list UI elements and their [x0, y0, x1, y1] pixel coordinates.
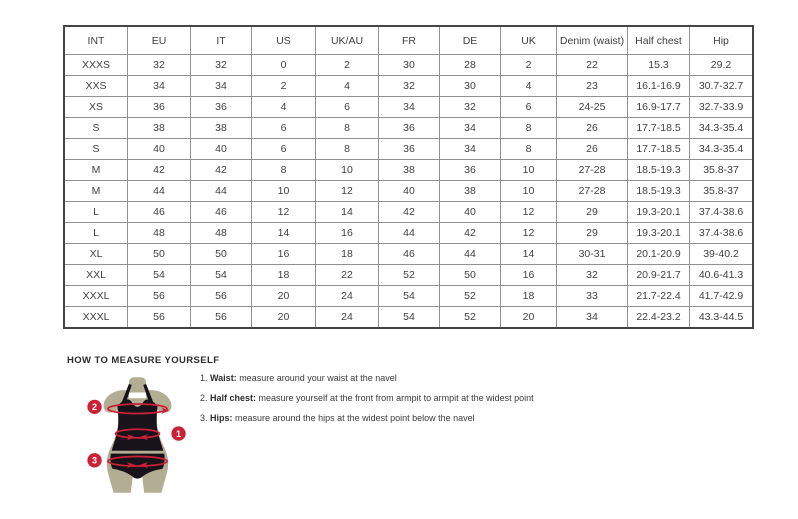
- column-header: INT: [64, 26, 128, 55]
- table-cell: 30-31: [557, 244, 628, 265]
- table-cell: XXXL: [64, 286, 128, 307]
- table-row: [64, 181, 753, 202]
- table-cell: 36: [128, 97, 191, 118]
- column-header: Denim (waist): [557, 26, 628, 55]
- table-cell: 10: [316, 160, 379, 181]
- table-cell: 19.3-20.1: [628, 202, 690, 223]
- table-cell: 46: [379, 244, 440, 265]
- table-cell: 40: [440, 202, 501, 223]
- table-cell: 42: [128, 160, 191, 181]
- measure-instructions: [200, 374, 534, 434]
- table-cell: 50: [440, 265, 501, 286]
- table-cell: 16: [501, 265, 557, 286]
- table-cell: 54: [379, 286, 440, 307]
- size-chart-header: [64, 26, 753, 55]
- table-cell: 4: [316, 76, 379, 97]
- table-cell: 52: [440, 286, 501, 307]
- table-cell: 14: [501, 244, 557, 265]
- column-header: US: [252, 26, 316, 55]
- table-cell: XXL: [64, 265, 128, 286]
- table-cell: 18.5-19.3: [628, 181, 690, 202]
- table-cell: 56: [191, 286, 252, 307]
- table-cell: 27-28: [557, 160, 628, 181]
- column-header: EU: [128, 26, 191, 55]
- table-cell: 24: [316, 307, 379, 329]
- table-cell: 6: [501, 97, 557, 118]
- table-row: [64, 286, 753, 307]
- table-cell: 38: [379, 160, 440, 181]
- table-cell: 52: [440, 307, 501, 329]
- table-cell: 42: [191, 160, 252, 181]
- table-cell: 14: [316, 202, 379, 223]
- table-row: [64, 139, 753, 160]
- table-cell: 41.7-42.9: [690, 286, 754, 307]
- table-cell: 32: [128, 55, 191, 76]
- table-cell: 56: [128, 307, 191, 329]
- table-row: [64, 223, 753, 244]
- table-cell: 44: [191, 181, 252, 202]
- table-cell: 20: [252, 286, 316, 307]
- table-row: [64, 202, 753, 223]
- table-cell: 12: [252, 202, 316, 223]
- table-cell: 56: [128, 286, 191, 307]
- table-cell: 16.1-16.9: [628, 76, 690, 97]
- table-cell: 18: [501, 286, 557, 307]
- table-cell: S: [64, 139, 128, 160]
- table-cell: 36: [191, 97, 252, 118]
- table-cell: 21.7-22.4: [628, 286, 690, 307]
- table-cell: 44: [440, 244, 501, 265]
- measure-instruction: [200, 414, 534, 424]
- size-chart-body: [64, 55, 753, 329]
- table-cell: 34: [191, 76, 252, 97]
- table-cell: 27-28: [557, 181, 628, 202]
- measurement-figure: [85, 377, 190, 499]
- table-cell: 2: [501, 55, 557, 76]
- table-cell: 16: [316, 223, 379, 244]
- table-cell: 20.9-21.7: [628, 265, 690, 286]
- column-header: FR: [379, 26, 440, 55]
- column-header: IT: [191, 26, 252, 55]
- table-cell: 36: [440, 160, 501, 181]
- table-cell: 42: [440, 223, 501, 244]
- table-cell: 10: [252, 181, 316, 202]
- table-cell: 35.8-37: [690, 181, 754, 202]
- table-cell: 8: [252, 160, 316, 181]
- table-cell: 16.9-17.7: [628, 97, 690, 118]
- table-cell: 30.7-32.7: [690, 76, 754, 97]
- instruction-label: Waist:: [210, 373, 237, 383]
- measure-heading: HOW TO MEASURE YOURSELF: [67, 355, 220, 366]
- table-cell: 32.7-33.9: [690, 97, 754, 118]
- table-cell: XXXS: [64, 55, 128, 76]
- table-cell: 8: [501, 139, 557, 160]
- table-cell: 2: [316, 55, 379, 76]
- table-cell: 34: [128, 76, 191, 97]
- instruction-number: 2.: [200, 392, 211, 403]
- table-cell: 6: [252, 118, 316, 139]
- table-cell: 8: [501, 118, 557, 139]
- table-cell: 6: [316, 97, 379, 118]
- table-cell: 19.3-20.1: [628, 223, 690, 244]
- measure-instruction: [200, 394, 534, 404]
- table-cell: 42: [379, 202, 440, 223]
- table-cell: 34: [557, 307, 628, 329]
- badge-chest-number: 2: [92, 402, 98, 413]
- table-cell: 56: [191, 307, 252, 329]
- table-cell: 54: [191, 265, 252, 286]
- table-cell: 17.7-18.5: [628, 118, 690, 139]
- table-cell: 50: [128, 244, 191, 265]
- badge-chest: [87, 400, 101, 414]
- table-cell: 20: [252, 307, 316, 329]
- table-cell: 36: [379, 139, 440, 160]
- table-cell: 20.1-20.9: [628, 244, 690, 265]
- table-cell: 40: [379, 181, 440, 202]
- table-cell: 8: [316, 118, 379, 139]
- badge-waist: [171, 426, 185, 440]
- table-cell: 12: [501, 202, 557, 223]
- table-cell: 46: [128, 202, 191, 223]
- table-cell: 46: [191, 202, 252, 223]
- instruction-number: 1.: [200, 373, 211, 383]
- table-cell: 8: [316, 139, 379, 160]
- size-chart-table: [63, 25, 754, 329]
- table-cell: 0: [252, 55, 316, 76]
- badge-waist-number: 1: [176, 428, 182, 439]
- table-cell: 12: [501, 223, 557, 244]
- measure-section: [67, 355, 798, 499]
- table-cell: 38: [191, 118, 252, 139]
- table-cell: XS: [64, 97, 128, 118]
- table-cell: 35.8-37: [690, 160, 754, 181]
- table-cell: 4: [252, 97, 316, 118]
- table-cell: 48: [128, 223, 191, 244]
- table-cell: 15.3: [628, 55, 690, 76]
- instruction-text: measure around your waist at the navel: [236, 373, 397, 383]
- table-cell: 34.3-35.4: [690, 118, 754, 139]
- table-cell: XL: [64, 244, 128, 265]
- table-cell: L: [64, 223, 128, 244]
- table-cell: 30: [379, 55, 440, 76]
- table-cell: 52: [379, 265, 440, 286]
- table-row: [64, 307, 753, 329]
- table-cell: 26: [557, 118, 628, 139]
- table-cell: XXS: [64, 76, 128, 97]
- table-cell: S: [64, 118, 128, 139]
- table-cell: 32: [440, 97, 501, 118]
- table-cell: 43.3-44.5: [690, 307, 754, 329]
- table-cell: 34.3-35.4: [690, 139, 754, 160]
- table-cell: 32: [557, 265, 628, 286]
- table-cell: M: [64, 160, 128, 181]
- table-cell: 29: [557, 223, 628, 244]
- table-cell: 54: [379, 307, 440, 329]
- table-cell: 37.4-38.6: [690, 223, 754, 244]
- table-cell: 20: [501, 307, 557, 329]
- table-cell: 37.4-38.6: [690, 202, 754, 223]
- table-cell: 30: [440, 76, 501, 97]
- table-row: [64, 76, 753, 97]
- table-row: [64, 55, 753, 76]
- header-row: [64, 26, 753, 55]
- table-cell: 34: [440, 139, 501, 160]
- table-row: [64, 265, 753, 286]
- instruction-label: Hips:: [210, 412, 233, 423]
- table-cell: 32: [191, 55, 252, 76]
- table-cell: 10: [501, 160, 557, 181]
- column-header: DE: [440, 26, 501, 55]
- table-cell: 32: [379, 76, 440, 97]
- table-cell: 18: [252, 265, 316, 286]
- table-cell: 33: [557, 286, 628, 307]
- table-cell: 18: [316, 244, 379, 265]
- table-cell: M: [64, 181, 128, 202]
- table-cell: 50: [191, 244, 252, 265]
- column-header: Half chest: [628, 26, 690, 55]
- table-cell: 14: [252, 223, 316, 244]
- column-header: UK: [501, 26, 557, 55]
- table-cell: 24: [316, 286, 379, 307]
- table-cell: 29: [557, 202, 628, 223]
- table-cell: 34: [379, 97, 440, 118]
- table-cell: 44: [379, 223, 440, 244]
- table-cell: 22: [316, 265, 379, 286]
- table-cell: L: [64, 202, 128, 223]
- table-cell: 16: [252, 244, 316, 265]
- table-cell: 24-25: [557, 97, 628, 118]
- measure-instruction: [200, 374, 534, 384]
- table-cell: 38: [440, 181, 501, 202]
- mannequin-illustration: [85, 377, 190, 494]
- table-row: [64, 244, 753, 265]
- table-cell: 10: [501, 181, 557, 202]
- table-cell: 48: [191, 223, 252, 244]
- badge-hips-number: 3: [92, 455, 98, 466]
- table-cell: 40.6-41.3: [690, 265, 754, 286]
- table-cell: 28: [440, 55, 501, 76]
- table-cell: 29.2: [690, 55, 754, 76]
- table-cell: 26: [557, 139, 628, 160]
- table-cell: 6: [252, 139, 316, 160]
- instruction-label: Half chest:: [210, 392, 257, 403]
- table-cell: XXXL: [64, 307, 128, 329]
- table-cell: 40: [128, 139, 191, 160]
- instruction-text: measure yourself at the front from armpit to armpit at the widest point: [256, 392, 534, 403]
- table-cell: 44: [128, 181, 191, 202]
- table-cell: 36: [379, 118, 440, 139]
- table-cell: 39-40.2: [690, 244, 754, 265]
- table-cell: 12: [316, 181, 379, 202]
- table-row: [64, 97, 753, 118]
- table-cell: 34: [440, 118, 501, 139]
- table-cell: 4: [501, 76, 557, 97]
- table-cell: 18.5-19.3: [628, 160, 690, 181]
- table-cell: 22: [557, 55, 628, 76]
- table-cell: 38: [128, 118, 191, 139]
- table-cell: 17.7-18.5: [628, 139, 690, 160]
- table-cell: 40: [191, 139, 252, 160]
- instruction-text: measure around the hips at the widest point below the navel: [232, 412, 475, 423]
- table-row: [64, 160, 753, 181]
- table-row: [64, 118, 753, 139]
- table-cell: 22.4-23.2: [628, 307, 690, 329]
- measure-content: [67, 373, 798, 499]
- instruction-number: 3.: [200, 412, 211, 423]
- table-cell: 54: [128, 265, 191, 286]
- table-cell: 23: [557, 76, 628, 97]
- badge-hips: [87, 453, 101, 467]
- table-cell: 2: [252, 76, 316, 97]
- column-header: UK/AU: [316, 26, 379, 55]
- column-header: Hip: [690, 26, 754, 55]
